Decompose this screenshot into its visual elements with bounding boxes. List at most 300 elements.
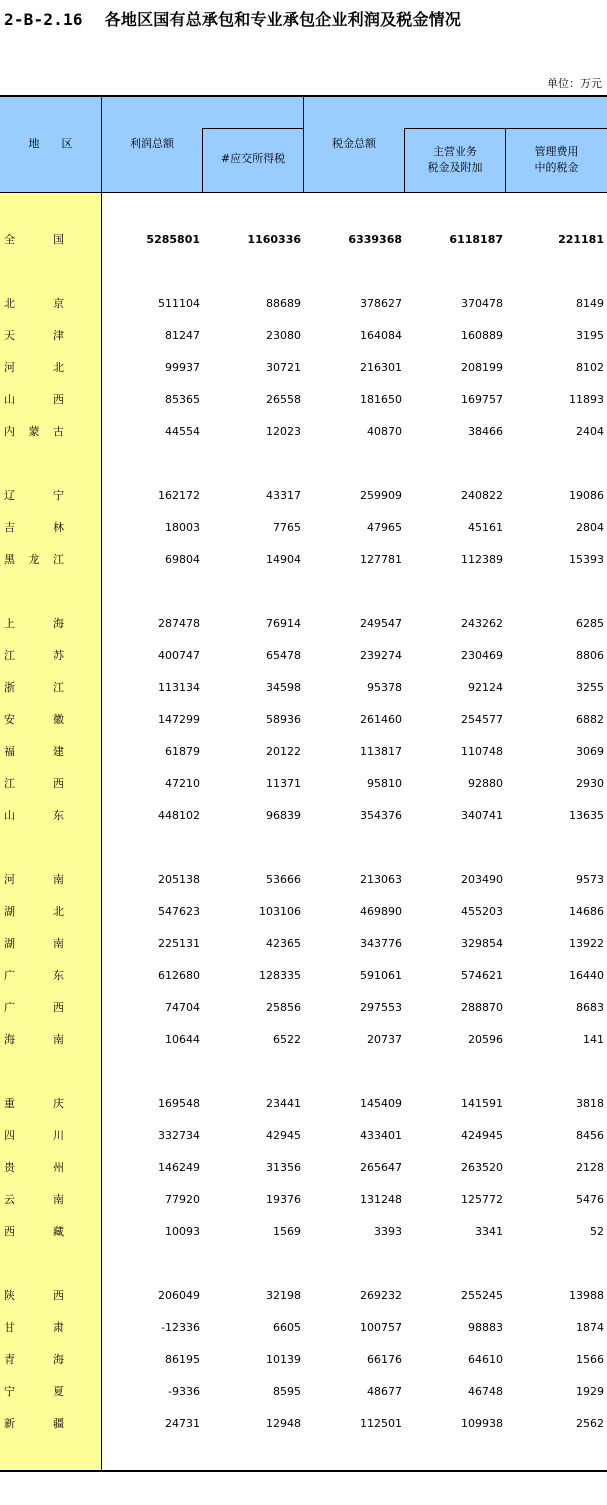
cell-management-tax: 8102: [576, 361, 604, 374]
cell-main-business-tax: 424945: [461, 1129, 503, 1142]
cell-management-tax: 52: [590, 1225, 604, 1238]
cell-management-tax: 6882: [576, 713, 604, 726]
region-name-char: 山: [4, 809, 15, 822]
region-name: [4, 1350, 64, 1370]
table-row: [0, 1414, 607, 1434]
table-row: [0, 806, 607, 826]
region-name-char: 西: [53, 393, 64, 406]
region-name-char: 南: [53, 937, 64, 950]
region-name-char: 山: [4, 393, 15, 406]
cell-tax-total: 127781: [360, 553, 402, 566]
table-row: [0, 1318, 607, 1338]
region-name-char: 海: [53, 1353, 64, 1366]
table-row: [0, 294, 607, 314]
cell-tax-total: 145409: [360, 1097, 402, 1110]
region-name-char: 西: [53, 1001, 64, 1014]
cell-main-business-tax: 112389: [461, 553, 503, 566]
cell-tax-total: 181650: [360, 393, 402, 406]
cell-profit: 547623: [158, 905, 200, 918]
cell-main-business-tax: 64610: [468, 1353, 503, 1366]
table-row: [0, 1094, 607, 1114]
cell-tax-total: 591061: [360, 969, 402, 982]
region-name: [4, 486, 64, 506]
table-row: [0, 422, 607, 442]
region-name-char: 夏: [53, 1385, 64, 1398]
region-name-char: 安: [4, 713, 15, 726]
region-name-char: 庆: [53, 1097, 64, 1110]
cell-income-tax: 7765: [273, 521, 301, 534]
cell-management-tax: 3255: [576, 681, 604, 694]
table-row: [0, 326, 607, 346]
table-row: [0, 518, 607, 538]
cell-tax-total: 48677: [367, 1385, 402, 1398]
cell-profit: -9336: [168, 1385, 200, 1398]
cell-profit: 169548: [158, 1097, 200, 1110]
region-name-char: 上: [4, 617, 15, 630]
region-name-char: 南: [53, 1193, 64, 1206]
header-management-tax-line2: 中的税金: [534, 161, 579, 174]
region-name: [4, 326, 64, 346]
table-title: [4, 7, 461, 30]
cell-management-tax: 8683: [576, 1001, 604, 1014]
cell-management-tax: 1566: [576, 1353, 604, 1366]
header-region: 地 区: [28, 137, 73, 150]
cell-income-tax: 6605: [273, 1321, 301, 1334]
cell-tax-total: 47965: [367, 521, 402, 534]
region-name-char: 浙: [4, 681, 15, 694]
table-bottom-rule: [0, 1470, 607, 1472]
table-row: [0, 358, 607, 378]
cell-income-tax: 11371: [266, 777, 301, 790]
cell-profit: 206049: [158, 1289, 200, 1302]
cell-income-tax: 19376: [266, 1193, 301, 1206]
cell-management-tax: 221181: [558, 233, 604, 246]
cell-management-tax: 8806: [576, 649, 604, 662]
table-row: [0, 486, 607, 506]
region-name: [4, 1030, 64, 1050]
cell-tax-total: 213063: [360, 873, 402, 886]
region-name-char: 西: [53, 1289, 64, 1302]
region-name-char: 内: [4, 425, 15, 438]
cell-management-tax: 3195: [576, 329, 604, 342]
cell-management-tax: 13922: [569, 937, 604, 950]
cell-tax-total: 433401: [360, 1129, 402, 1142]
region-name-char: 京: [53, 297, 64, 310]
cell-management-tax: 14686: [569, 905, 604, 918]
header-sub-rule-2: [404, 128, 607, 129]
region-name: [4, 1286, 64, 1306]
table-row: [0, 1126, 607, 1146]
region-name: [4, 1382, 64, 1402]
table-row: [0, 870, 607, 890]
region-name-char: 南: [53, 873, 64, 886]
cell-income-tax: 8595: [273, 1385, 301, 1398]
region-name-char: 西: [53, 777, 64, 790]
cell-tax-total: 354376: [360, 809, 402, 822]
table-row: [0, 934, 607, 954]
cell-main-business-tax: 208199: [461, 361, 503, 374]
cell-profit: 332734: [158, 1129, 200, 1142]
region-name: [4, 294, 64, 314]
cell-management-tax: 1929: [576, 1385, 604, 1398]
region-name: [4, 902, 64, 922]
region-name: [4, 806, 64, 826]
cell-tax-total: 378627: [360, 297, 402, 310]
cell-management-tax: 1874: [576, 1321, 604, 1334]
cell-main-business-tax: 243262: [461, 617, 503, 630]
cell-profit: 225131: [158, 937, 200, 950]
cell-management-tax: 2404: [576, 425, 604, 438]
region-name: [4, 230, 64, 250]
table-row: [0, 966, 607, 986]
cell-management-tax: 11893: [569, 393, 604, 406]
region-name-char: 广: [4, 1001, 15, 1014]
cell-profit: 24731: [165, 1417, 200, 1430]
region-name: [4, 774, 64, 794]
cell-main-business-tax: 141591: [461, 1097, 503, 1110]
cell-main-business-tax: 329854: [461, 937, 503, 950]
cell-main-business-tax: 169757: [461, 393, 503, 406]
cell-income-tax: 128335: [259, 969, 301, 982]
cell-tax-total: 66176: [367, 1353, 402, 1366]
cell-tax-total: 20737: [367, 1033, 402, 1046]
cell-management-tax: 3069: [576, 745, 604, 758]
region-name: [4, 1190, 64, 1210]
cell-management-tax: 141: [583, 1033, 604, 1046]
region-name: [4, 1414, 64, 1434]
table-row: [0, 998, 607, 1018]
table-row: [0, 230, 607, 250]
cell-income-tax: 42365: [266, 937, 301, 950]
cell-main-business-tax: 110748: [461, 745, 503, 758]
table-row: [0, 550, 607, 570]
cell-income-tax: 30721: [266, 361, 301, 374]
cell-management-tax: 2128: [576, 1161, 604, 1174]
region-name: [4, 966, 64, 986]
cell-management-tax: 5476: [576, 1193, 604, 1206]
cell-main-business-tax: 288870: [461, 1001, 503, 1014]
header-management-tax: [506, 144, 607, 176]
region-column: [0, 192, 101, 1470]
cell-profit: 61879: [165, 745, 200, 758]
cell-tax-total: 239274: [360, 649, 402, 662]
region-name-char: 云: [4, 1193, 15, 1206]
cell-income-tax: 12023: [266, 425, 301, 438]
region-name-char: 南: [53, 1033, 64, 1046]
table-row: [0, 1190, 607, 1210]
cell-income-tax: 10139: [266, 1353, 301, 1366]
cell-tax-total: 6339368: [348, 233, 402, 246]
cell-main-business-tax: 240822: [461, 489, 503, 502]
cell-main-business-tax: 3341: [475, 1225, 503, 1238]
header-sub-rule-1: [202, 128, 303, 129]
region-name: [4, 614, 64, 634]
region-name-char: 疆: [53, 1417, 64, 1430]
region-name: [4, 710, 64, 730]
region-name: [4, 678, 64, 698]
region-name: [4, 934, 64, 954]
cell-tax-total: 343776: [360, 937, 402, 950]
cell-profit: 18003: [165, 521, 200, 534]
cell-tax-total: 164084: [360, 329, 402, 342]
cell-tax-total: 269232: [360, 1289, 402, 1302]
cell-main-business-tax: 263520: [461, 1161, 503, 1174]
header-main-business-tax-line2: 税金及附加: [427, 161, 483, 174]
region-name: [4, 1222, 64, 1242]
region-name: [4, 422, 64, 442]
region-name-char: 新: [4, 1417, 15, 1430]
region-name-char: 西: [4, 1225, 15, 1238]
region-name: [4, 1158, 64, 1178]
cell-income-tax: 1569: [273, 1225, 301, 1238]
region-name: [4, 870, 64, 890]
cell-income-tax: 42945: [266, 1129, 301, 1142]
region-name-char: 建: [53, 745, 64, 758]
header-main-business-tax-line1: 主营业务: [433, 145, 477, 158]
cell-income-tax: 32198: [266, 1289, 301, 1302]
cell-management-tax: 2930: [576, 777, 604, 790]
region-name-char: 北: [53, 905, 64, 918]
region-name-char: 州: [53, 1161, 64, 1174]
cell-profit: 162172: [158, 489, 200, 502]
region-name-char: 青: [4, 1353, 15, 1366]
cell-tax-total: 131248: [360, 1193, 402, 1206]
cell-income-tax: 76914: [266, 617, 301, 630]
region-name-char: 海: [4, 1033, 15, 1046]
cell-management-tax: 13988: [569, 1289, 604, 1302]
cell-main-business-tax: 20596: [468, 1033, 503, 1046]
region-name-char: 海: [53, 617, 64, 630]
cell-tax-total: 261460: [360, 713, 402, 726]
region-name-char: 陕: [4, 1289, 15, 1302]
region-name: [4, 550, 64, 570]
table-row: [0, 614, 607, 634]
cell-management-tax: 8149: [576, 297, 604, 310]
region-name-char: 黑: [4, 553, 15, 566]
region-name-char: 北: [53, 361, 64, 374]
cell-profit: 86195: [165, 1353, 200, 1366]
region-name-char: 广: [4, 969, 15, 982]
region-name-char: 藏: [53, 1225, 64, 1238]
region-name-char: 龙: [28, 553, 40, 566]
region-name-char: 蒙: [28, 425, 40, 438]
cell-tax-total: 265647: [360, 1161, 402, 1174]
cell-main-business-tax: 255245: [461, 1289, 503, 1302]
cell-profit: 147299: [158, 713, 200, 726]
region-name: [4, 390, 64, 410]
region-name-char: 津: [53, 329, 64, 342]
cell-income-tax: 103106: [259, 905, 301, 918]
cell-income-tax: 96839: [266, 809, 301, 822]
cell-management-tax: 16440: [569, 969, 604, 982]
cell-income-tax: 43317: [266, 489, 301, 502]
region-name-char: 林: [53, 521, 64, 534]
cell-profit: 448102: [158, 809, 200, 822]
cell-income-tax: 23080: [266, 329, 301, 342]
cell-tax-total: 112501: [360, 1417, 402, 1430]
cell-income-tax: 25856: [266, 1001, 301, 1014]
cell-profit: 287478: [158, 617, 200, 630]
cell-main-business-tax: 203490: [461, 873, 503, 886]
region-name-char: 肃: [53, 1321, 64, 1334]
cell-tax-total: 113817: [360, 745, 402, 758]
table-row: [0, 1222, 607, 1242]
region-name: [4, 1094, 64, 1114]
cell-management-tax: 13635: [569, 809, 604, 822]
region-name-char: 宁: [53, 489, 64, 502]
cell-main-business-tax: 455203: [461, 905, 503, 918]
table-row: [0, 1286, 607, 1306]
region-name-char: 重: [4, 1097, 15, 1110]
cell-profit: 146249: [158, 1161, 200, 1174]
region-name-char: 甘: [4, 1321, 15, 1334]
cell-main-business-tax: 254577: [461, 713, 503, 726]
table-row: [0, 390, 607, 410]
table-code: 2-B-2.16: [4, 10, 83, 29]
cell-income-tax: 20122: [266, 745, 301, 758]
cell-tax-total: 100757: [360, 1321, 402, 1334]
cell-profit: 10644: [165, 1033, 200, 1046]
cell-tax-total: 297553: [360, 1001, 402, 1014]
cell-profit: 74704: [165, 1001, 200, 1014]
cell-profit: 5285801: [146, 233, 200, 246]
region-name-char: 东: [53, 809, 64, 822]
region-name-char: 湖: [4, 937, 15, 950]
cell-profit: 612680: [158, 969, 200, 982]
cell-main-business-tax: 125772: [461, 1193, 503, 1206]
cell-income-tax: 14904: [266, 553, 301, 566]
cell-management-tax: 2804: [576, 521, 604, 534]
region-name-char: 川: [53, 1129, 64, 1142]
region-name: [4, 742, 64, 762]
table-row: [0, 742, 607, 762]
cell-main-business-tax: 340741: [461, 809, 503, 822]
region-name: [4, 358, 64, 378]
table-row: [0, 774, 607, 794]
table-row: [0, 646, 607, 666]
cell-tax-total: 216301: [360, 361, 402, 374]
region-name-char: 河: [4, 361, 15, 374]
region-name-char: 天: [4, 329, 15, 342]
cell-main-business-tax: 160889: [461, 329, 503, 342]
region-name: [4, 1126, 64, 1146]
region-name-char: 江: [4, 777, 15, 790]
region-name-char: 贵: [4, 1161, 15, 1174]
header-profit: 利润总额: [130, 137, 174, 150]
cell-income-tax: 12948: [266, 1417, 301, 1430]
table-row: [0, 710, 607, 730]
cell-income-tax: 34598: [266, 681, 301, 694]
table-name: 各地区国有总承包和专业承包企业利润及税金情况: [104, 10, 462, 29]
region-name-char: 吉: [4, 521, 15, 534]
cell-profit: 77920: [165, 1193, 200, 1206]
cell-income-tax: 58936: [266, 713, 301, 726]
cell-main-business-tax: 574621: [461, 969, 503, 982]
cell-profit: 10093: [165, 1225, 200, 1238]
cell-profit: 44554: [165, 425, 200, 438]
cell-income-tax: 65478: [266, 649, 301, 662]
region-name-char: 福: [4, 745, 15, 758]
cell-main-business-tax: 46748: [468, 1385, 503, 1398]
cell-profit: 81247: [165, 329, 200, 342]
cell-income-tax: 23441: [266, 1097, 301, 1110]
cell-main-business-tax: 370478: [461, 297, 503, 310]
region-name: [4, 1318, 64, 1338]
region-name-char: 江: [53, 681, 64, 694]
cell-income-tax: 26558: [266, 393, 301, 406]
cell-profit: 69804: [165, 553, 200, 566]
region-name: [4, 518, 64, 538]
cell-profit: 47210: [165, 777, 200, 790]
cell-management-tax: 8456: [576, 1129, 604, 1142]
cell-main-business-tax: 6118187: [449, 233, 503, 246]
cell-management-tax: 6285: [576, 617, 604, 630]
table-row: [0, 902, 607, 922]
region-name-char: 全: [4, 233, 15, 246]
region-name-char: 江: [53, 553, 64, 566]
region-name-char: 江: [4, 649, 15, 662]
cell-main-business-tax: 109938: [461, 1417, 503, 1430]
region-name-char: 国: [53, 233, 64, 246]
region-name-char: 苏: [53, 649, 64, 662]
cell-tax-total: 259909: [360, 489, 402, 502]
unit-label: 单位：万元: [547, 77, 602, 90]
cell-tax-total: 3393: [374, 1225, 402, 1238]
table-row: [0, 678, 607, 698]
region-name-char: 徽: [53, 713, 64, 726]
cell-tax-total: 95378: [367, 681, 402, 694]
region-name-char: 辽: [4, 489, 15, 502]
header-management-tax-line1: 管理费用: [534, 145, 579, 158]
cell-management-tax: 2562: [576, 1417, 604, 1430]
cell-tax-total: 249547: [360, 617, 402, 630]
cell-management-tax: 9573: [576, 873, 604, 886]
table-row: [0, 1030, 607, 1050]
cell-main-business-tax: 92124: [468, 681, 503, 694]
cell-management-tax: 15393: [569, 553, 604, 566]
cell-profit: 205138: [158, 873, 200, 886]
region-name-char: 宁: [4, 1385, 15, 1398]
table-row: [0, 1350, 607, 1370]
region-name-char: 河: [4, 873, 15, 886]
region-name-char: 北: [4, 297, 15, 310]
table-row: [0, 1382, 607, 1402]
cell-income-tax: 88689: [266, 297, 301, 310]
cell-profit: 400747: [158, 649, 200, 662]
cell-main-business-tax: 92880: [468, 777, 503, 790]
header-tax-total: 税金总额: [332, 137, 376, 150]
cell-management-tax: 3818: [576, 1097, 604, 1110]
cell-management-tax: 19086: [569, 489, 604, 502]
cell-income-tax: 31356: [266, 1161, 301, 1174]
region-name-char: 东: [53, 969, 64, 982]
region-name-char: 四: [4, 1129, 15, 1142]
cell-profit: 113134: [158, 681, 200, 694]
region-name: [4, 998, 64, 1018]
header-income-tax: #应交所得税: [220, 152, 286, 165]
header-bottom-rule: [0, 192, 607, 193]
region-name: [4, 646, 64, 666]
region-name-char: 湖: [4, 905, 15, 918]
cell-main-business-tax: 98883: [468, 1321, 503, 1334]
header-main-business-tax: [405, 144, 505, 176]
cell-tax-total: 95810: [367, 777, 402, 790]
cell-tax-total: 40870: [367, 425, 402, 438]
cell-income-tax: 53666: [266, 873, 301, 886]
cell-profit: 99937: [165, 361, 200, 374]
table-row: [0, 1158, 607, 1178]
cell-profit: 511104: [158, 297, 200, 310]
